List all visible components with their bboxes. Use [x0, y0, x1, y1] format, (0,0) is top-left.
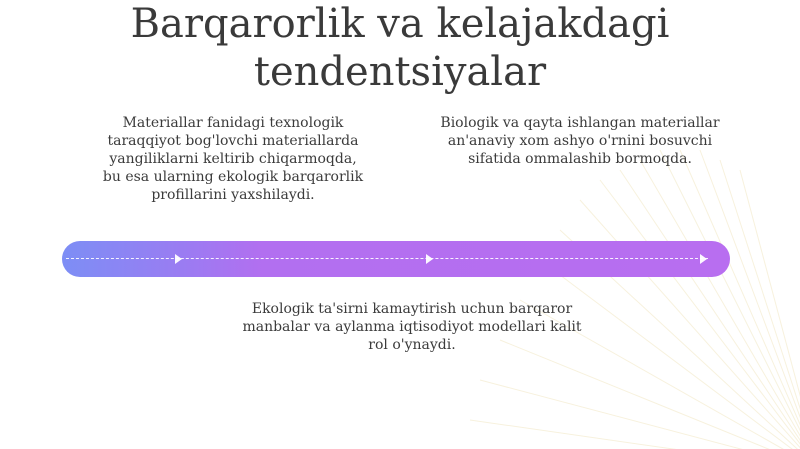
- paragraph-circular-economy: Ekologik ta'sirni kamaytirish uchun barqaror manbalar va aylanma iqtisodiyot modellari kalit rol o'ynaydi.: [242, 301, 582, 353]
- arrow-right-icon: [175, 254, 182, 264]
- arrow-right-icon: [700, 254, 707, 264]
- timeline-bar: [62, 241, 730, 277]
- page-title: Barqarorlik va kelajakdagi tendentsiyalar: [130, 1, 670, 95]
- paragraph-tech-progress: Materiallar fanidagi texnologik taraqqiyot bog'lovchi materiallarda yangiliklarni keltirib chiqarmoqda, bu esa ularning ekologik barqarorlik profillarini yaxshilaydi.: [102, 115, 364, 203]
- paragraph-bio-materials: Biologik va qayta ishlangan materiallar an'anaviy xom ashyo o'rnini bosuvchi sifatida ommalashib bormoqda.: [440, 115, 720, 167]
- arrow-right-icon: [426, 254, 433, 264]
- timeline-dashed-line: [66, 258, 708, 259]
